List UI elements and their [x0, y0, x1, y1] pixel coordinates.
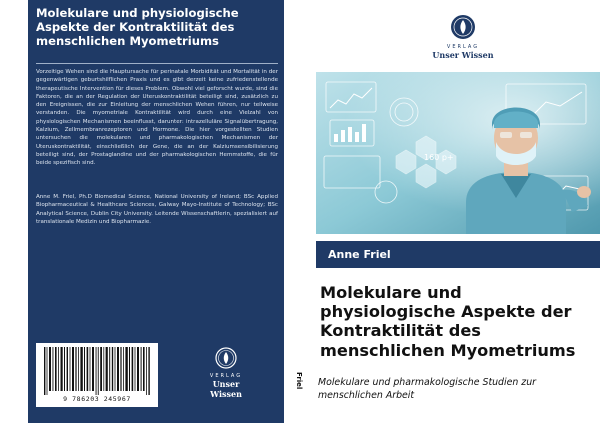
spine-author: Friel: [295, 372, 303, 390]
barcode-icon: [42, 347, 152, 395]
front-cover-title: Molekulare und physiologische Aspekte der Kontraktilität des menschlichen Myometriums: [320, 283, 576, 360]
author-bio: Anne M. Friel, Ph.D Biomedical Science, National University of Ireland; BSc Applied Biopharmaceutical & Healthcare Sciences, Galway Mayo-Institute of Technology; BSc Analytical Science, Dublin City University. Leitende Wissenschaftlerin, spezialisiert auf translationale Medizin und Biopharmazie.: [36, 194, 278, 225]
publisher-name: Unser Wissen: [432, 50, 494, 60]
publisher-emblem-icon: [450, 14, 476, 40]
publisher-verlag: VERLAG: [209, 373, 243, 379]
barcode-number: 9 786203 245967: [63, 395, 131, 403]
front-author: Anne Friel: [328, 248, 391, 261]
back-cover-blurb: Vorzeitige Wehen sind die Hauptursache für perinatale Morbidität und Mortalität in der gegenwärtigen geburtshilflichen Praxis und es gibt derzeit keine zufriedenstellende therapeutische Intervention für dieses Problem. Obwohl viel geforscht wurde, sind die Faktoren, die an der Regulation der Uteruskontraktilität beteiligt sind, zusätzlich zu den Ereignissen, die zur Einleitung der menschlichen Wehen führen, nur teilweise verstanden. Die myometriale Kontraktilität wird durch eine Vielzahl von physiologischen Mechanismen beeinflusst, darunter: intrazelluläre Signalübertragung, Kalzium, Zellmembranrezeptoren und Hormone. Die hier vorgestellten Studien untersuchen die molekularen und pharmakologischen Mechanismen der Uteruskontraktilität, einschließlich der Gene, die an der Kalziumsensibilisierung beteiligt sind, der Prostaglandine und der pharmakologischen Hemmstoffe, die für beide spezifisch sind.: [36, 69, 278, 167]
publisher-emblem-icon: [215, 347, 237, 369]
front-cover-subtitle: Molekulare und pharmakologische Studien zur menschlichen Arbeit: [318, 377, 537, 401]
divider: [36, 63, 278, 64]
publisher-name: Unser Wissen: [210, 379, 242, 399]
publisher-verlag: VERLAG: [446, 44, 480, 50]
publisher-logo-front: [428, 14, 498, 60]
cover-photo: [316, 72, 600, 234]
hud-label: 160 p+: [424, 153, 454, 162]
surgeon-hud-illustration: [316, 72, 600, 234]
publisher-logo: [196, 347, 256, 399]
author-bar: [316, 241, 600, 268]
barcode-area: [36, 343, 158, 407]
back-cover: [28, 0, 284, 423]
back-cover-title: Molekulare und physiologische Aspekte der Kontraktilität des menschlichen Myometriums: [36, 6, 239, 48]
